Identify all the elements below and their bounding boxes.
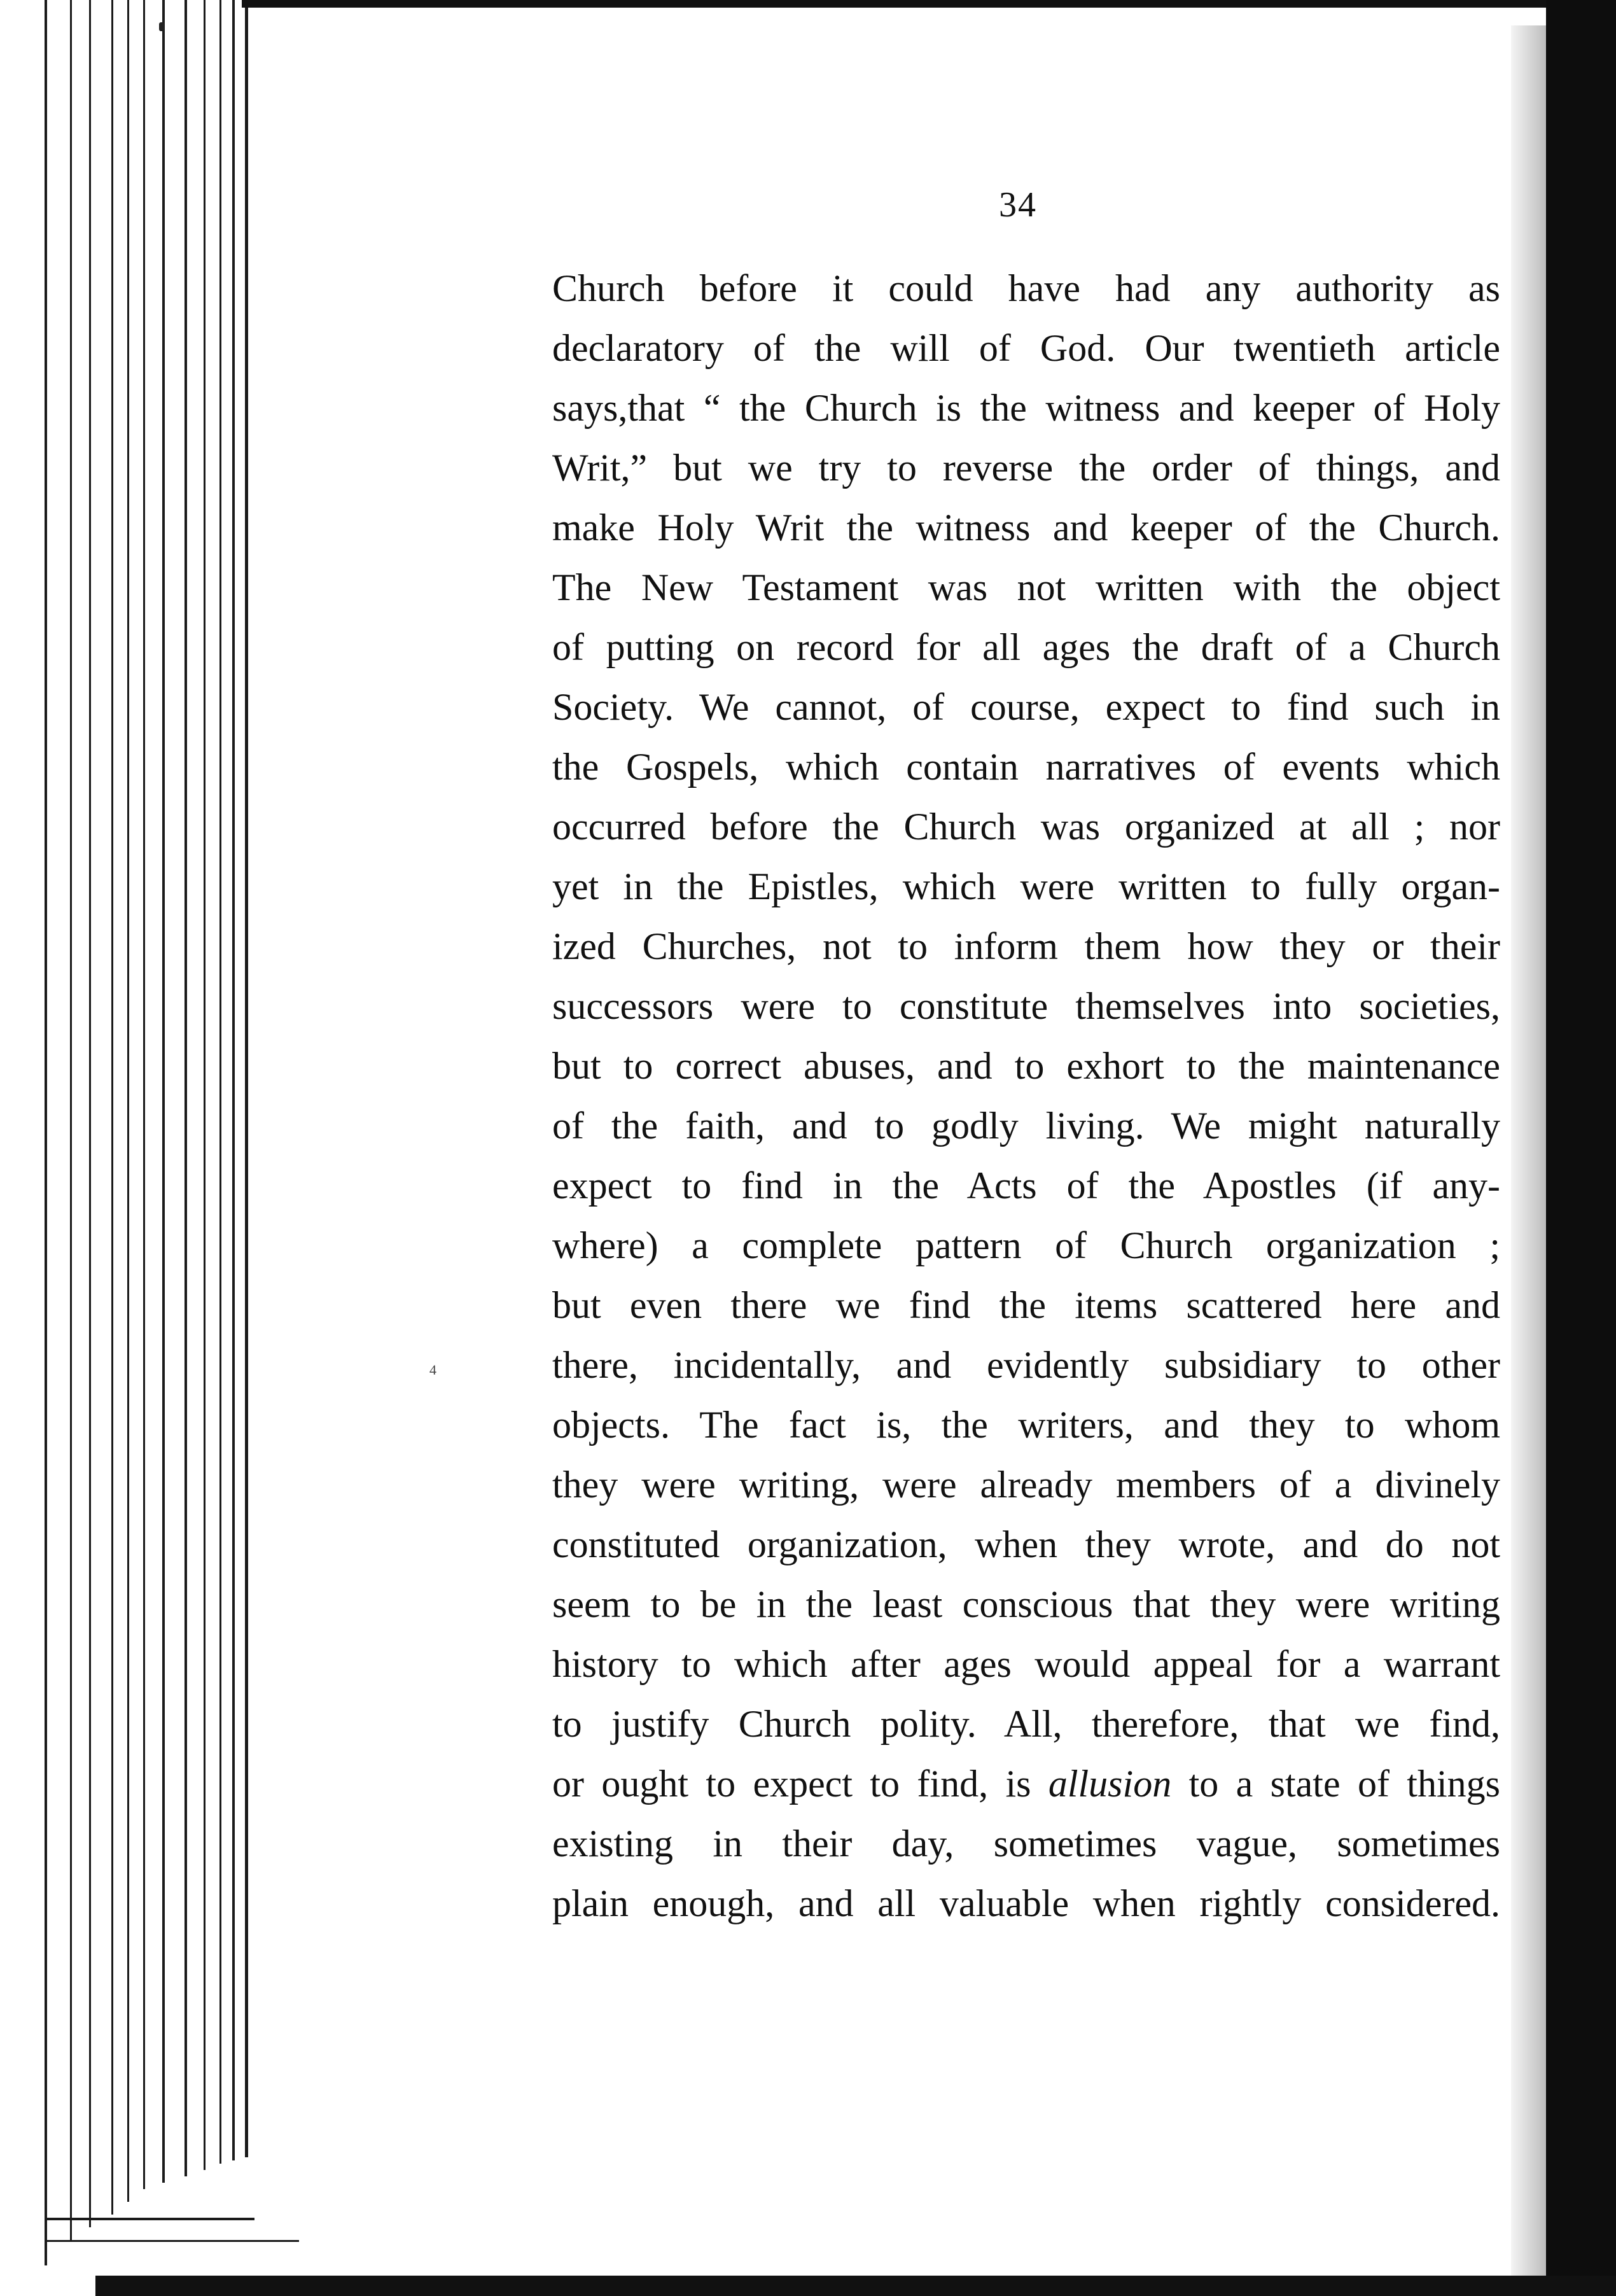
page-edge-line [162, 0, 165, 2183]
page-edge-line [70, 0, 72, 2240]
text-segment: objects. The fact is, the writers, and they to whom [552, 1404, 1500, 1446]
page-edge-line [219, 0, 221, 2164]
text-line [552, 498, 1500, 557]
text-line [552, 1694, 1500, 1754]
text-segment: Society. We cannot, of course, expect to find such in [552, 686, 1500, 728]
text-line [552, 1395, 1500, 1455]
text-line [552, 1036, 1500, 1096]
text-segment: where) a complete pattern of Church organization ; [552, 1224, 1500, 1266]
text-line [552, 976, 1500, 1036]
text-segment: says,that “ the Church is the witness and keeper of Holy [552, 387, 1500, 429]
page-edge-bottom [45, 2218, 254, 2220]
text-segment: but to correct abuses, and to exhort to the maintenance [552, 1045, 1500, 1087]
left-margin [0, 0, 45, 2296]
page-number: 34 [999, 185, 1037, 225]
text-segment: there, incidentally, and evidently subsidiary to other [552, 1344, 1500, 1386]
text-segment: to a state of things [1171, 1763, 1500, 1805]
page-edge-bottom [45, 2240, 299, 2242]
text-segment: history to which after ages would appeal for a warrant [552, 1643, 1500, 1685]
page-edge-line [232, 0, 235, 2160]
page-edge-line [127, 0, 129, 2202]
page-edge-line [185, 0, 187, 2176]
text-segment: or ought to expect to find, is [552, 1763, 1048, 1805]
text-line [552, 1275, 1500, 1335]
text-segment: ized Churches, not to inform them how they or their [552, 925, 1500, 967]
text-line [552, 1215, 1500, 1275]
text-line [552, 857, 1500, 916]
text-segment: of putting on record for all ages the draft of a Church [552, 626, 1500, 668]
text-line [552, 378, 1500, 438]
text-line [552, 318, 1500, 378]
text-segment: existing in their day, sometimes vague, sometimes [552, 1823, 1500, 1865]
text-line [552, 258, 1500, 318]
text-line [552, 557, 1500, 617]
text-line [552, 1634, 1500, 1694]
text-segment: to justify Church polity. All, therefore, that we find, [552, 1703, 1500, 1745]
page-edge-line [89, 0, 91, 2227]
page-edge-line [111, 0, 113, 2215]
italic-word: allusion [1048, 1763, 1172, 1805]
bottom-border [95, 2276, 1616, 2296]
page-edge-line [143, 0, 145, 2189]
text-line [552, 1096, 1500, 1156]
text-segment: plain enough, and all valuable when rightly considered. [552, 1882, 1500, 1924]
scan-speck [159, 22, 164, 31]
page-edge-line [204, 0, 205, 2170]
text-line [552, 1335, 1500, 1395]
text-line [552, 1754, 1500, 1814]
text-line [552, 1515, 1500, 1574]
text-segment: The New Testament was not written with the object [552, 566, 1500, 608]
page-edge-line [245, 0, 248, 2157]
text-line [552, 916, 1500, 976]
text-segment: declaratory of the will of God. Our twentieth article [552, 327, 1500, 369]
text-segment: but even there we find the items scattered here and [552, 1284, 1500, 1326]
text-segment: Church before it could have had any authority as [552, 267, 1500, 309]
text-line [552, 617, 1500, 677]
body-text [552, 258, 1500, 1933]
text-segment: yet in the Epistles, which were written to fully organ- [552, 865, 1500, 907]
text-line [552, 438, 1500, 498]
text-segment: seem to be in the least conscious that they were writing [552, 1583, 1500, 1625]
right-shadow [1511, 25, 1546, 2285]
top-border [242, 0, 1546, 8]
text-line [552, 677, 1500, 737]
text-segment: the Gospels, which contain narratives of events which [552, 746, 1500, 788]
text-segment: successors were to constitute themselves into societies, [552, 985, 1500, 1027]
text-line [552, 737, 1500, 797]
text-segment: expect to find in the Acts of the Apostles (if any- [552, 1165, 1500, 1207]
text-line [552, 797, 1500, 857]
text-line [552, 1873, 1500, 1933]
text-segment: occurred before the Church was organized at all ; nor [552, 806, 1500, 848]
text-segment: make Holy Writ the witness and keeper of the Church. [552, 507, 1500, 549]
text-line [552, 1455, 1500, 1515]
text-line [552, 1156, 1500, 1215]
margin-mark: 4 [429, 1362, 436, 1378]
text-segment: constituted organization, when they wrote, and do not [552, 1523, 1500, 1565]
text-line [552, 1574, 1500, 1634]
page-edge-line [45, 0, 47, 2265]
text-segment: of the faith, and to godly living. We might naturally [552, 1105, 1500, 1147]
right-border [1546, 0, 1616, 2296]
text-segment: they were writing, were already members of a divinely [552, 1464, 1500, 1506]
text-segment: Writ,” but we try to reverse the order of things, and [552, 447, 1500, 489]
text-line [552, 1814, 1500, 1873]
